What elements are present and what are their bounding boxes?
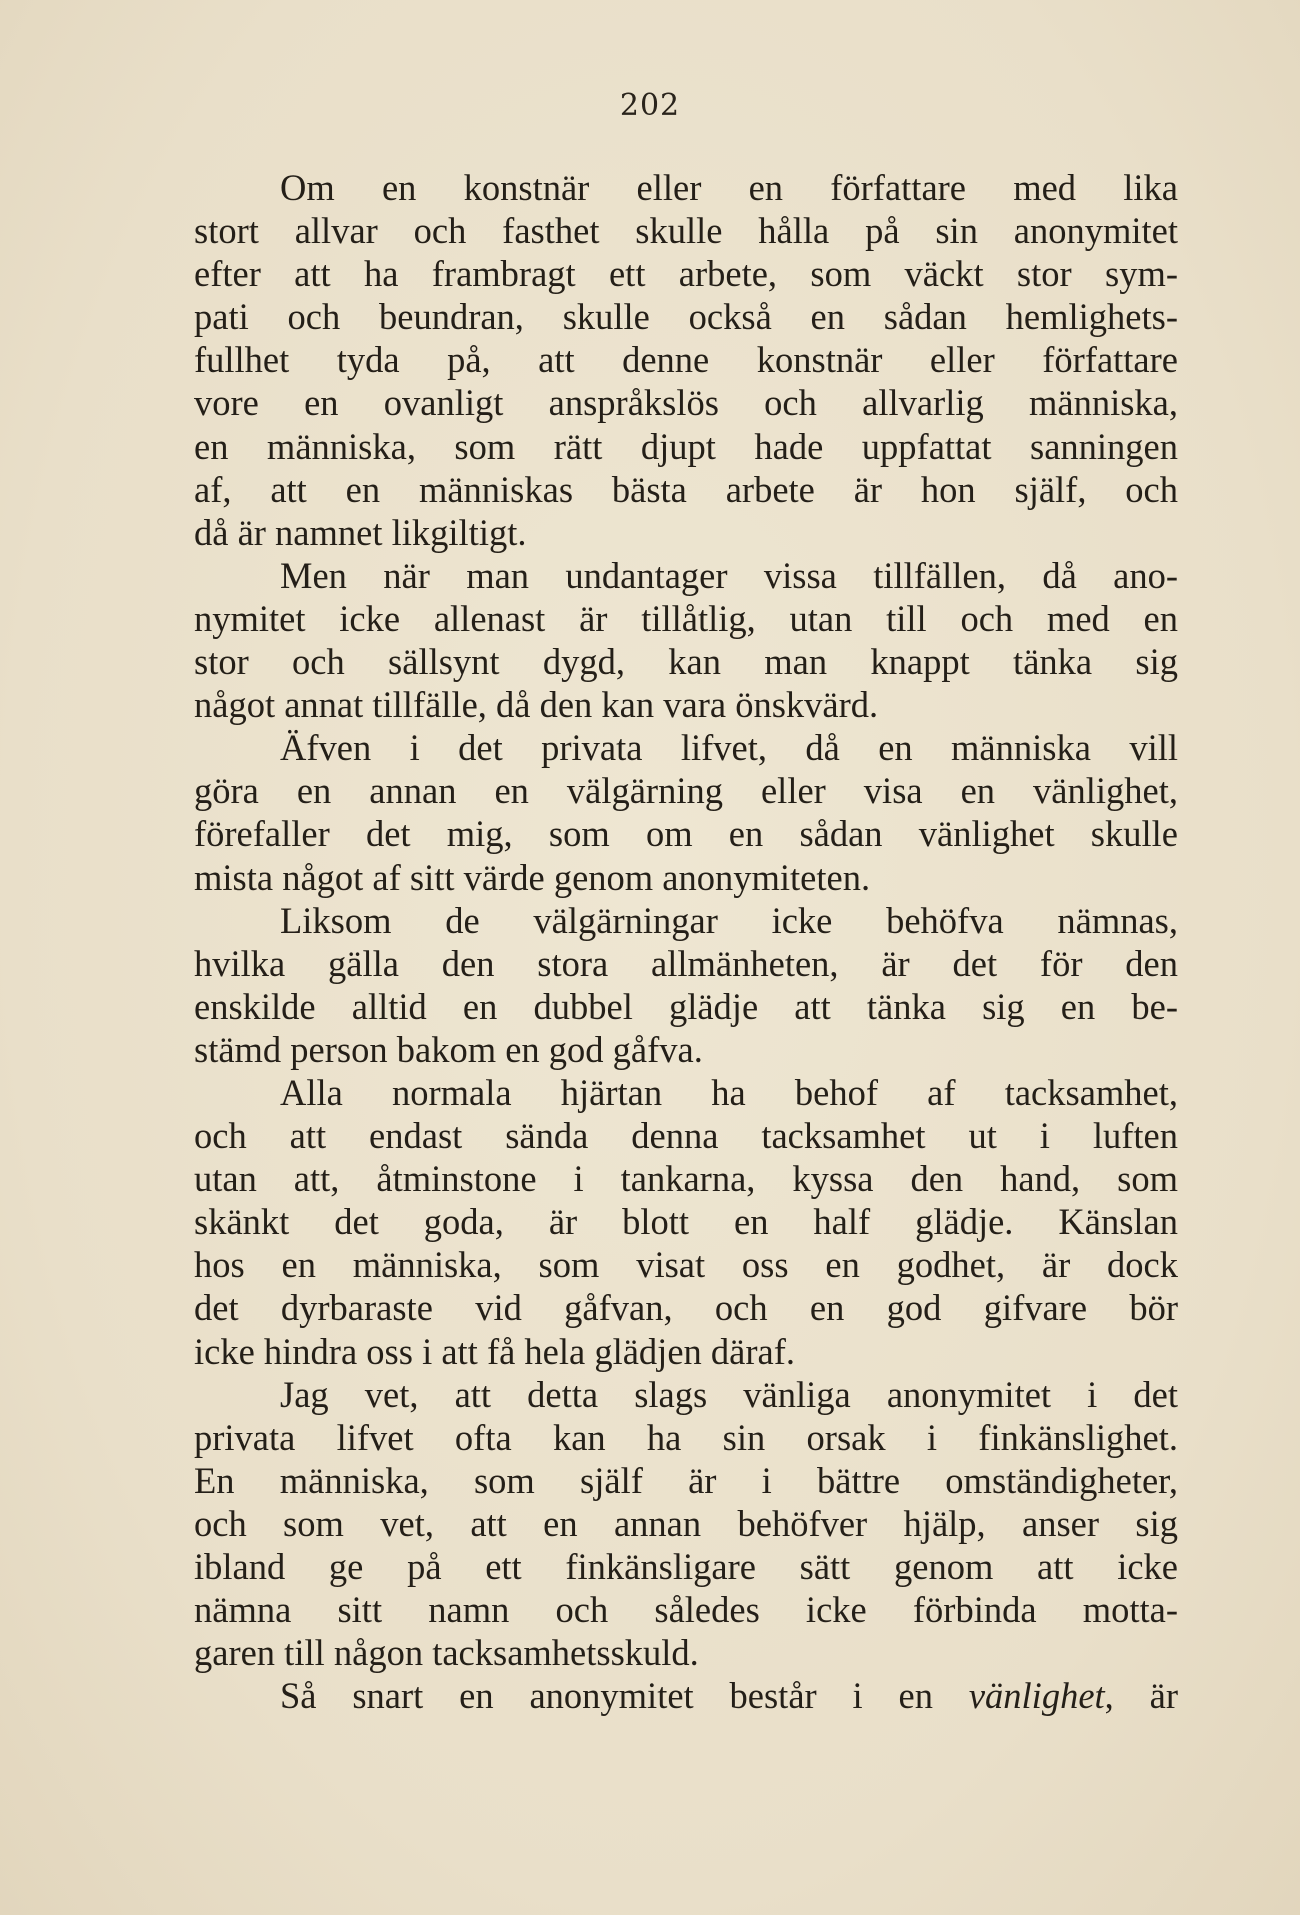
text-line: pati och beundran, skulle också en sådan hemlighets-	[194, 296, 1178, 338]
text-line: En människa, som själf är i bättre omständigheter,	[194, 1459, 1178, 1501]
text-line: och att endast sända denna tacksamhet ut i luften	[194, 1115, 1178, 1157]
text-line: och som vet, att en annan behöfver hjälp, anser sig	[194, 1502, 1178, 1544]
italic-word: vänlighet	[968, 1675, 1105, 1717]
text-line: fullhet tyda på, att denne konstnär eller författare	[194, 339, 1178, 381]
text-line: nämna sitt namn och således icke förbinda motta-	[194, 1589, 1178, 1631]
final-line-start: Så snart en anonymitet består i en	[280, 1675, 969, 1717]
text-line: då är namnet likgiltigt.	[194, 511, 527, 553]
text-line: ibland ge på ett finkänsligare sätt genom att icke	[194, 1546, 1178, 1587]
text-line: göra en annan en välgärning eller visa en vänlighet,	[194, 770, 1178, 812]
text-line: hvilka gälla den stora allmänheten, är det för den	[194, 942, 1178, 984]
text-line: utan att, åtminstone i tankarna, kyssa den hand, som	[194, 1158, 1178, 1200]
page-number: 202	[619, 88, 681, 123]
text-line: förefaller det mig, som om en sådan vänlighet skulle	[194, 813, 1178, 855]
text-line: stor och sällsynt dygd, kan man knappt tänka sig	[194, 641, 1178, 683]
text-line: hos en människa, som visat oss en godhet, är dock	[194, 1244, 1178, 1286]
text-line: stort allvar och fasthet skulle hålla på sin anonymitet	[194, 210, 1178, 252]
text-line: Äfven i det privata lifvet, då en människa vill	[280, 727, 1178, 769]
text-line: icke hindra oss i att få hela glädjen däraf.	[194, 1330, 795, 1372]
text-line: Jag vet, att detta slags vänliga anonymitet i det	[280, 1373, 1178, 1415]
text-line: enskilde alltid en dubbel glädje att tänka sig en be-	[194, 985, 1178, 1027]
text-line: det dyrbaraste vid gåfvan, och en god gifvare bör	[194, 1287, 1178, 1329]
text-line: garen till någon tacksamhetsskuld.	[194, 1632, 699, 1674]
text-line: skänkt det goda, är blott en half glädje. Känslan	[194, 1201, 1178, 1243]
text-line: Om en konstnär eller en författare med lika	[280, 167, 1178, 208]
body-text	[194, 166, 1178, 1717]
text-line: Alla normala hjärtan ha behof af tacksamhet,	[280, 1071, 1178, 1113]
text-line: mista något af sitt värde genom anonymiteten.	[194, 856, 871, 898]
text-line-final	[194, 1674, 1178, 1717]
final-line-end: , är	[1104, 1675, 1179, 1717]
text-line: en människa, som rätt djupt hade uppfattat sanningen	[194, 425, 1178, 467]
text-line: stämd person bakom en god gåfva.	[194, 1028, 703, 1070]
text-line: privata lifvet ofta kan ha sin orsak i finkänslighet.	[194, 1416, 1178, 1458]
text-line: Liksom de välgärningar icke behöfva nämnas,	[280, 899, 1178, 941]
text-line: Men när man undantager vissa tillfällen, då ano-	[280, 554, 1178, 596]
text-line: efter att ha frambragt ett arbete, som väckt stor sym-	[194, 253, 1178, 295]
text-line: nymitet icke allenast är tillåtlig, utan till och med en	[194, 597, 1178, 639]
text-line: något annat tillfälle, då den kan vara önskvärd.	[194, 684, 879, 726]
text-line: af, att en människas bästa arbete är hon själf, och	[194, 468, 1178, 510]
text-line: vore en ovanligt anspråkslös och allvarlig människa,	[194, 382, 1178, 424]
